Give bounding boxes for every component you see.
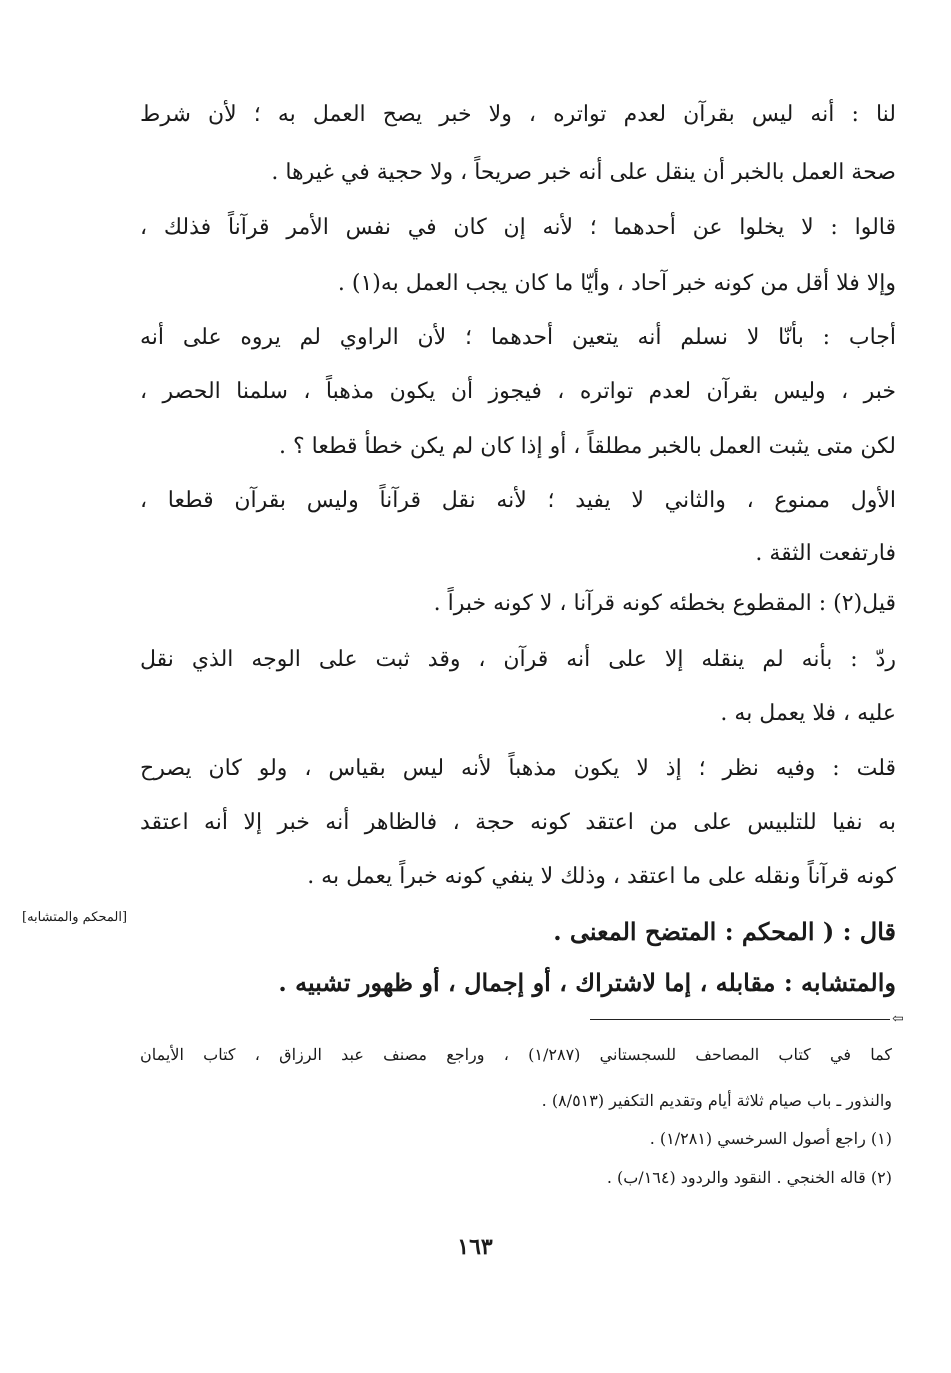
body-line: عليه ، فلا يعمل به .	[720, 701, 896, 726]
margin-heading: [المحكم والمتشابه]	[22, 910, 128, 925]
body-line: كونه قرآناً ونقله على ما اعتقد ، وذلك لا ينفي كونه خبراً يعمل به .	[307, 864, 896, 889]
body-line: لنا : أنه ليس بقرآن لعدم تواتره ، ولا خبر يصح العمل به ؛ لأن شرط	[140, 102, 896, 127]
footnote-line: والنذور ـ باب صيام ثلاثة أيام وتقديم التكفير (٨/٥١٣) .	[541, 1091, 892, 1110]
body-line: لكن متى يثبت العمل بالخبر مطلقاً ، أو إذا كان لم يكن خطأ قطعا ؟ .	[279, 434, 896, 459]
matn-line: قال : ( المحكم : المتضح المعنى .	[553, 917, 896, 946]
footnote-arrow-icon: ⇦	[892, 1011, 904, 1027]
body-line: قلت : وفيه نظر ؛ إذ لا يكون مذهباً لأنه ليس بقياس ، ولو كان يصرح	[140, 756, 896, 781]
body-line: خبر ، وليس بقرآن لعدم تواتره ، فيجوز أن يكون مذهباً ، سلمنا الحصر ،	[140, 379, 896, 404]
body-line: الأول ممنوع ، والثاني لا يفيد ؛ لأنه نقل قرآناً وليس بقرآن قطعا ،	[140, 488, 896, 513]
footnote-separator	[590, 1019, 890, 1020]
body-line: به نفيا للتلبيس على من اعتقد كونه حجة ، فالظاهر أنه خبر إلا أنه اعتقد	[140, 810, 896, 835]
matn-line: والمتشابه : مقابله ، إما لاشتراك ، أو إجمال ، أو ظهور تشبيه .	[278, 968, 896, 997]
body-line: أجاب : بأنّا لا نسلم أنه يتعين أحدهما ؛ لأن الراوي لم يروه على أنه	[140, 325, 896, 350]
body-line: فارتفعت الثقة .	[755, 541, 896, 566]
body-line: ردّ : بأنه لم ينقله إلا على أنه قرآن ، وقد ثبت على الوجه الذي نقل	[140, 647, 896, 672]
body-line: وإلا فلا أقل من كونه خبر آحاد ، وأيّا ما كان يجب العمل به(١) .	[337, 271, 896, 296]
body-line: صحة العمل بالخبر أن ينقل على أنه خبر صريحاً ، ولا حجية في غيرها .	[271, 160, 896, 185]
footnote-line: (١) راجع أصول السرخسي (١/٢٨١) .	[649, 1129, 892, 1148]
footnote-line: (٢) قاله الخنجي . النقود والردود (١٦٤/ب) .	[606, 1168, 892, 1187]
page-number: ١٦٣	[457, 1234, 493, 1260]
body-line: قيل(٢) : المقطوع بخطئه كونه قرآنا ، لا كونه خبراً .	[433, 591, 896, 616]
body-line: قالوا : لا يخلوا عن أحدهما ؛ لأنه إن كان في نفس الأمر قرآناً فذلك ،	[140, 215, 896, 240]
footnote-line: كما في كتاب المصاحف للسجستاني (١/٢٨٧) ، وراجع مصنف عبد الرزاق ، كتاب الأيمان	[140, 1045, 892, 1064]
